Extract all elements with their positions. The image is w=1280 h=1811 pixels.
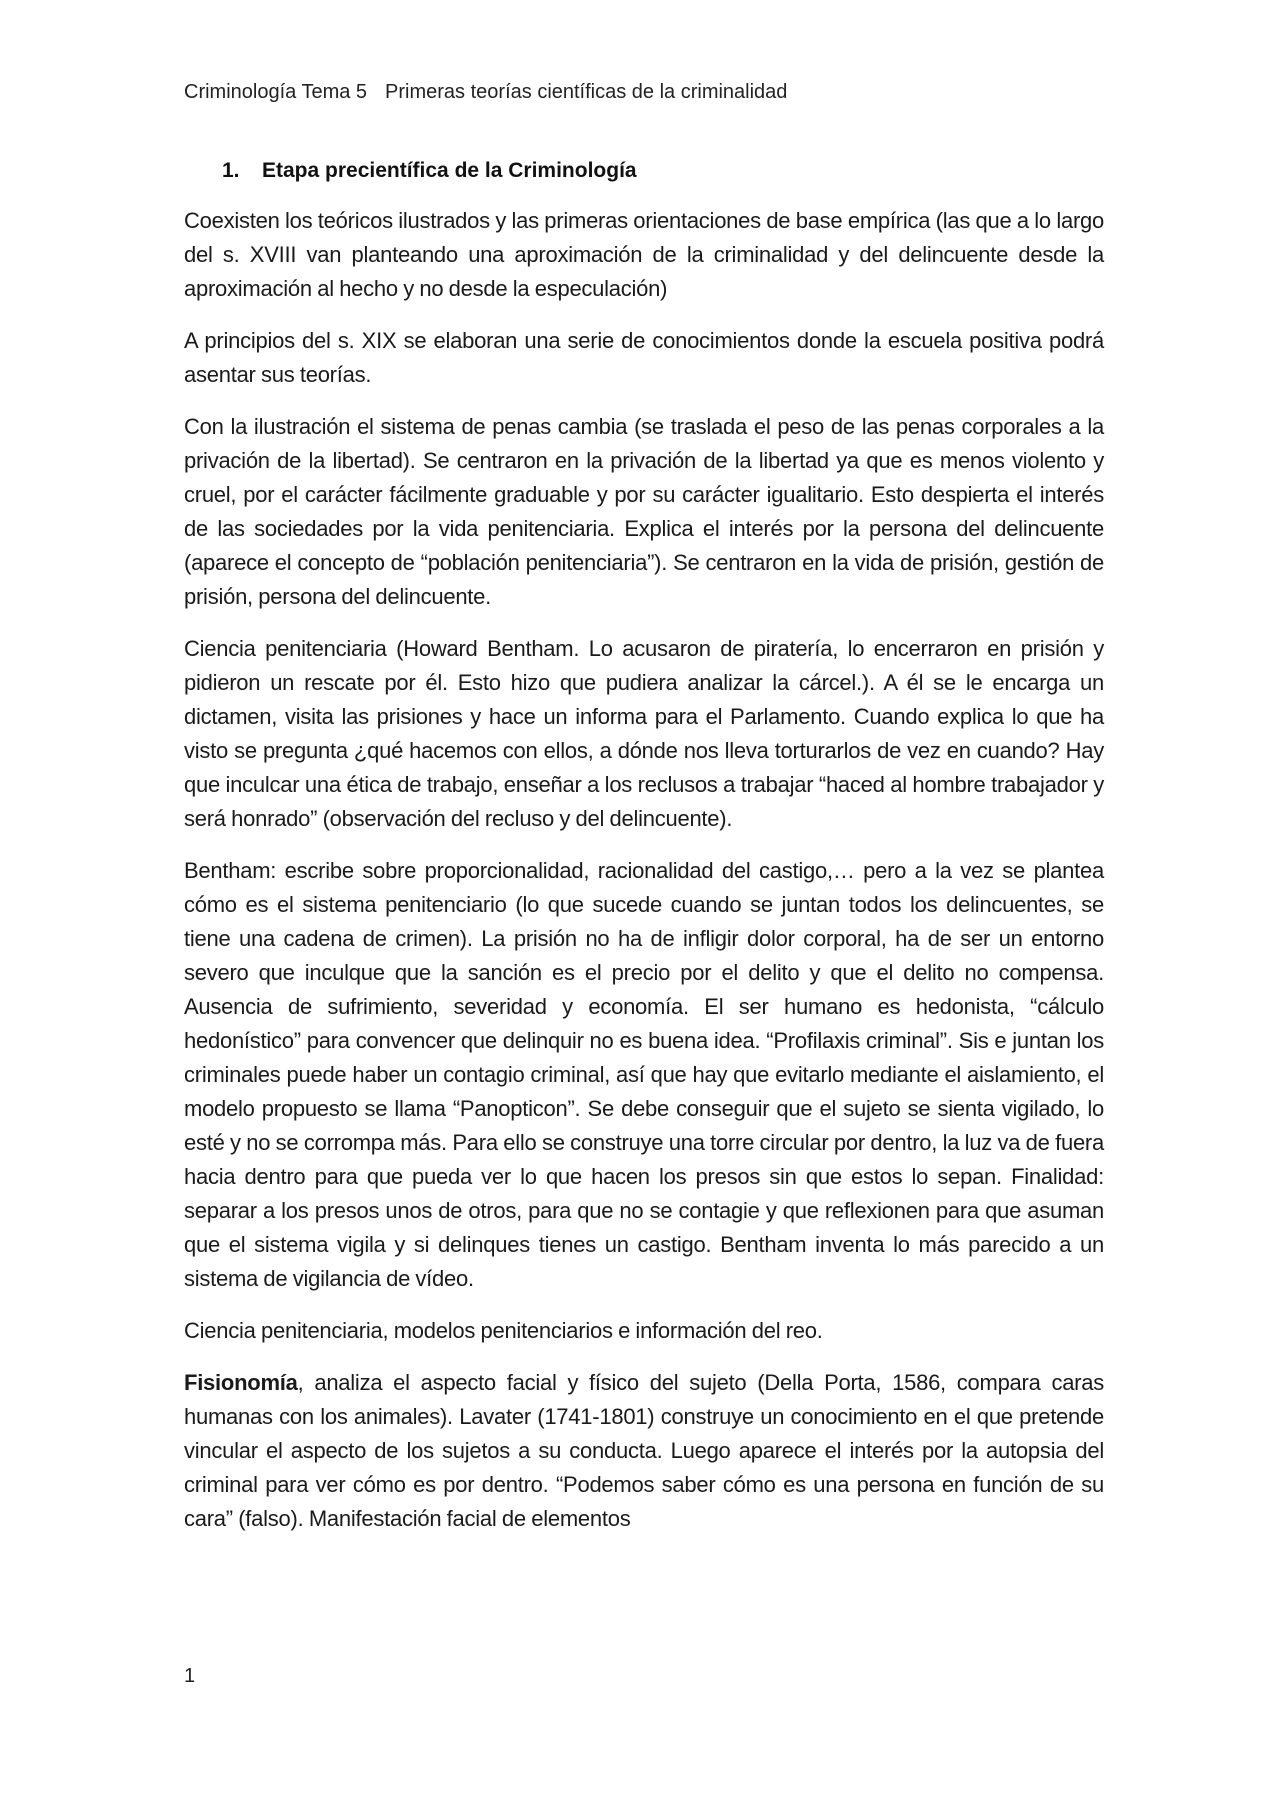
section-title: Etapa precientífica de la Criminología <box>262 159 637 182</box>
fisionomia-text: , analiza el aspecto facial y físico del sujeto (Della Porta, 1586, compara caras humanas con los animales). Lavater (1741-1801) construye un conocimiento en el que pretende vincular el aspecto de los sujetos a su conducta. Luego aparece el interés por la autopsia del criminal para ver cómo es por dentro. “Podemos saber cómo es una persona en función de su cara” (falso). Manifestación facial de elementos <box>184 1370 1104 1531</box>
header-title: Primeras teorías científicas de la criminalidad <box>385 81 788 103</box>
fisionomia-term: Fisionomía <box>184 1370 298 1395</box>
paragraph: A principios del s. XIX se elaboran una serie de conocimientos donde la escuela positiva podrá asentar sus teorías. <box>184 328 1104 387</box>
section-heading <box>222 156 637 186</box>
paragraph: Bentham: escribe sobre proporcionalidad, racionalidad del castigo,… pero a la vez se plantea cómo es el sistema penitenciario (lo que sucede cuando se juntan todos los delincuentes, se tiene una cadena de crimen). La prisión no ha de infligir dolor corporal, ha de ser un entorno severo que inculque que la sanción es el precio por el delito y que el delito no compensa. Ausencia de sufrimiento, severidad y economía. El ser humano es hedonista, “cálculo hedonístico” para convencer que delinquir no es buena idea. “Profilaxis criminal”. Sis e juntan los criminales puede haber un contagio criminal, así que hay que evitarlo mediante el aislamiento, el modelo propuesto se llama “Panopticon”. Se debe conseguir que el sujeto se sienta vigilado, lo esté y no se corrompa más. Para ello se construye una torre circular por dentro, la luz va de fuera hacia dentro para que pueda ver lo que hacen los presos sin que estos lo sepan. Finalidad: separar a los presos unos de otros, para que no se contagie y que reflexionen para que asuman que el sistema vigila y si delinques tienes un castigo. Bentham inventa lo más parecido a un sistema de vigilancia de vídeo. <box>184 858 1104 1291</box>
paragraph-fisionomia <box>184 1366 1104 1536</box>
paragraph: Ciencia penitenciaria (Howard Bentham. Lo acusaron de piratería, lo encerraron en prisión y pidieron un rescate por él. Esto hizo que pudiera analizar la cárcel.). A él se le encarga un dictamen, visita las prisiones y hace un informa para el Parlamento. Cuando explica lo que ha visto se pregunta ¿qué hacemos con ellos, a dónde nos lleva torturarlos de vez en cuando? Hay que inculcar una ética de trabajo, enseñar a los reclusos a trabajar “haced al hombre trabajador y será honrado” (observación del recluso y del delincuente). <box>184 636 1104 831</box>
header-subject: Criminología Tema 5 <box>184 81 368 103</box>
body-text <box>184 204 1104 1554</box>
running-header <box>184 78 787 106</box>
section-number: 1. <box>222 159 240 182</box>
paragraph: Con la ilustración el sistema de penas cambia (se traslada el peso de las penas corporales a la privación de la libertad). Se centraron en la privación de la libertad ya que es menos violento y cruel, por el carácter fácilmente graduable y por su carácter igualitario. Esto despierta el interés de las sociedades por la vida penitenciaria. Explica el interés por la persona del delincuente (aparece el concepto de “población penitenciaria”). Se centraron en la vida de prisión, gestión de prisión, persona del delincuente. <box>184 414 1104 609</box>
paragraph: Coexisten los teóricos ilustrados y las primeras orientaciones de base empírica (las que a lo largo del s. XVIII van planteando una aproximación de la criminalidad y del delincuente desde la aproximación al hecho y no desde la especulación) <box>184 208 1104 301</box>
page-number: 1 <box>184 1665 196 1687</box>
paragraph: Ciencia penitenciaria, modelos penitenciarios e información del reo. <box>184 1318 823 1343</box>
